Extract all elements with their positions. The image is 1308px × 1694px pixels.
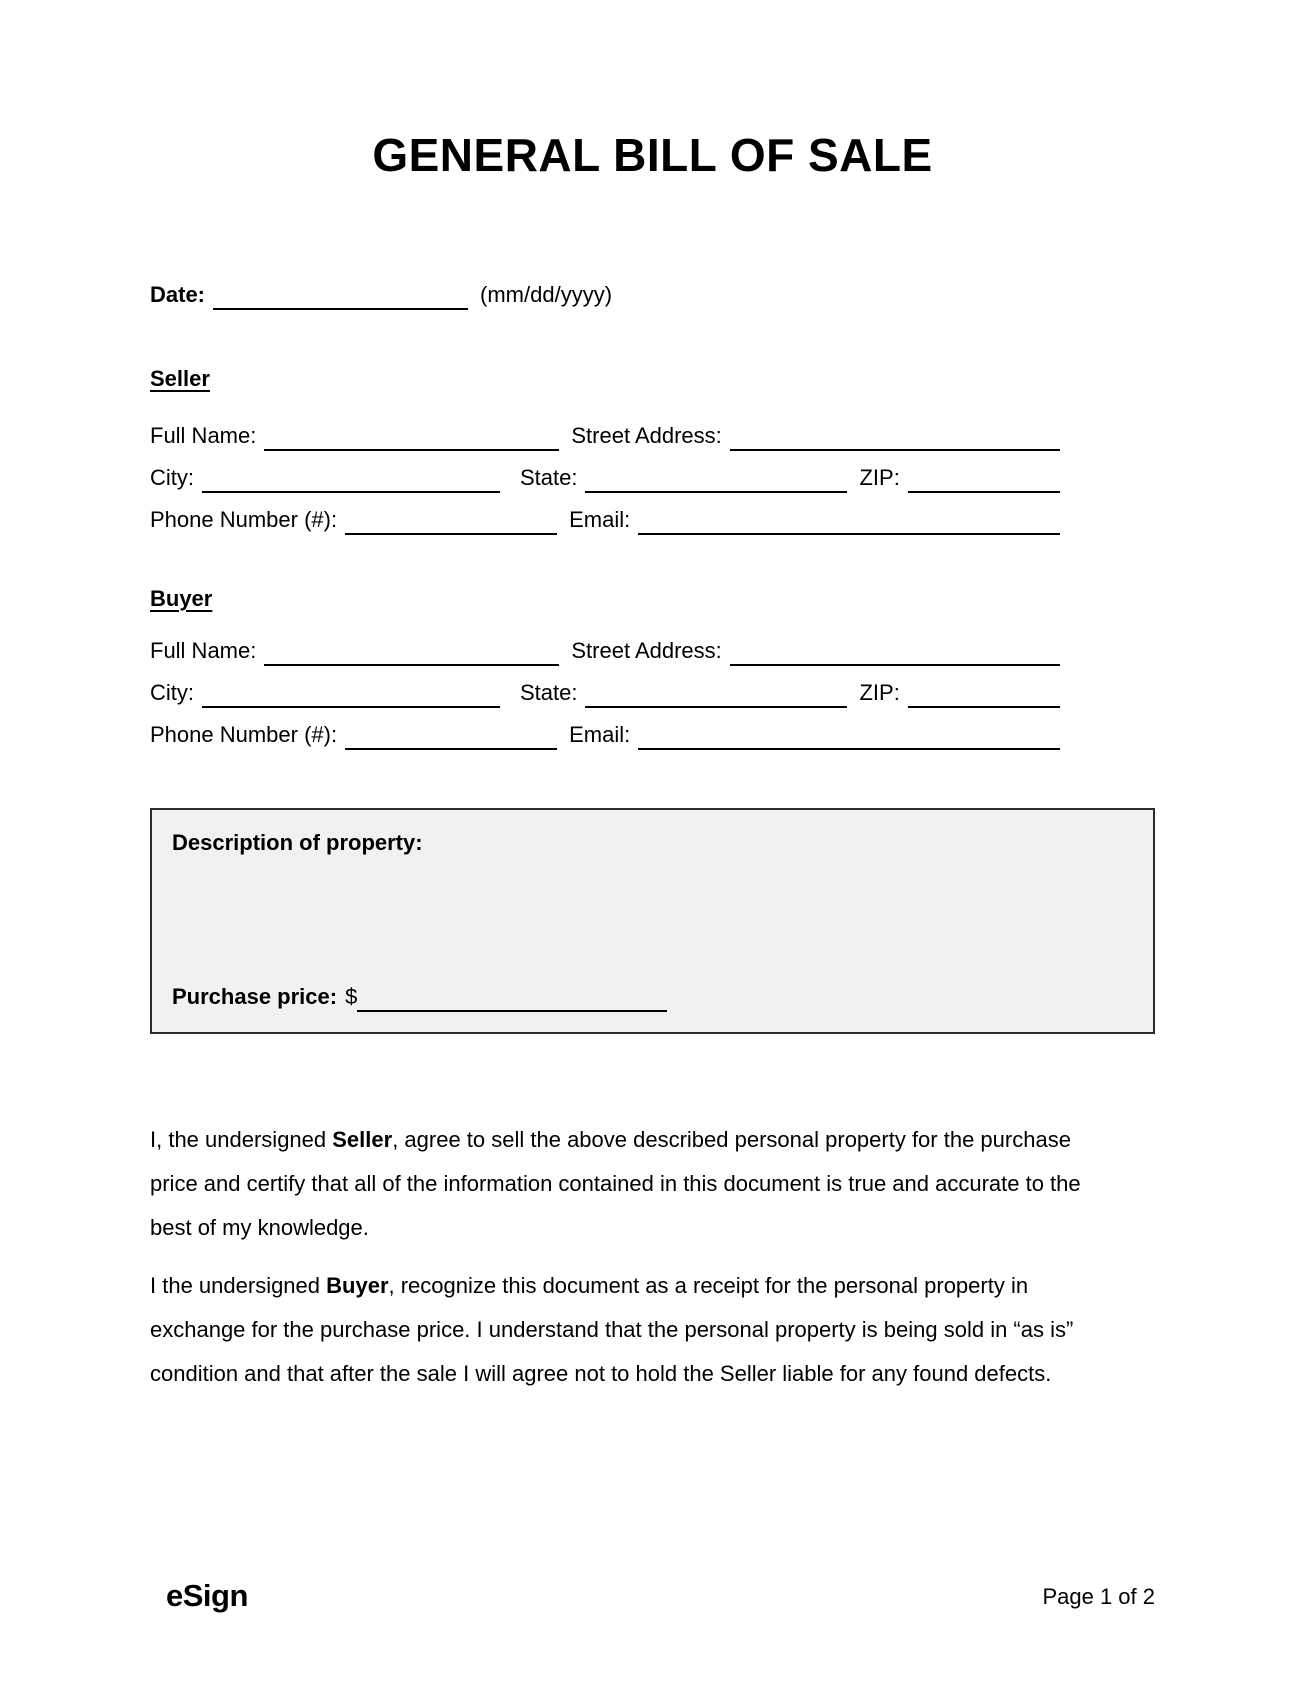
page-number-indicator: Page 1 of 2 bbox=[1042, 1584, 1155, 1609]
seller-clause-bold-word: Seller bbox=[332, 1127, 393, 1152]
seller-full-name-line bbox=[264, 423, 559, 451]
buyer-street-address-label: Street Address: bbox=[571, 638, 722, 663]
seller-phone-email-row bbox=[150, 507, 1060, 535]
property-description-box bbox=[150, 808, 1155, 1034]
seller-email-label: Email: bbox=[569, 507, 631, 532]
seller-email-line bbox=[638, 507, 1060, 535]
buyer-zip-label: ZIP: bbox=[859, 680, 900, 705]
seller-section-heading: Seller bbox=[150, 366, 210, 391]
buyer-clause-bold-word: Buyer bbox=[326, 1273, 389, 1298]
date-label: Date: bbox=[150, 282, 206, 307]
seller-city-label: City: bbox=[150, 465, 194, 490]
seller-street-address-label: Street Address: bbox=[571, 423, 722, 448]
purchase-price-row bbox=[172, 984, 667, 1012]
buyer-name-address-row bbox=[150, 638, 1060, 666]
page-title: GENERAL BILL OF SALE bbox=[372, 129, 933, 181]
property-description-label: Description of property: bbox=[172, 830, 423, 855]
seller-phone-line bbox=[345, 507, 557, 535]
buyer-state-label: State: bbox=[520, 680, 578, 705]
seller-state-label: State: bbox=[520, 465, 578, 490]
currency-symbol: $ bbox=[345, 984, 358, 1009]
seller-phone-label: Phone Number (#): bbox=[150, 507, 338, 532]
buyer-full-name-line bbox=[264, 638, 559, 666]
buyer-clause-paragraph bbox=[150, 1264, 1090, 1396]
seller-clause-pre: I, the undersigned bbox=[150, 1127, 333, 1152]
buyer-full-name-label: Full Name: bbox=[150, 638, 257, 663]
date-fill-line bbox=[213, 282, 468, 310]
seller-name-address-row bbox=[150, 423, 1060, 451]
buyer-street-address-line bbox=[730, 638, 1060, 666]
buyer-city-line bbox=[202, 680, 500, 708]
seller-full-name-label: Full Name: bbox=[150, 423, 257, 448]
seller-city-state-zip-row bbox=[150, 465, 1060, 493]
seller-clause-post: , agree to sell the above described personal property for the purchase price and certify that all of the information contained in this document is true and accurate to the best of my knowledge. bbox=[150, 1127, 1081, 1240]
date-format-hint: (mm/dd/yyyy) bbox=[480, 282, 613, 307]
buyer-clause-pre: I the undersigned bbox=[150, 1273, 327, 1298]
buyer-phone-line bbox=[345, 722, 557, 750]
seller-city-line bbox=[202, 465, 500, 493]
seller-zip-line bbox=[908, 465, 1060, 493]
buyer-section-heading: Buyer bbox=[150, 586, 213, 611]
date-row bbox=[150, 282, 1060, 310]
buyer-state-line bbox=[585, 680, 847, 708]
buyer-email-line bbox=[638, 722, 1060, 750]
buyer-city-label: City: bbox=[150, 680, 194, 705]
seller-street-address-line bbox=[730, 423, 1060, 451]
purchase-price-label: Purchase price: bbox=[172, 984, 338, 1009]
buyer-phone-label: Phone Number (#): bbox=[150, 722, 338, 747]
seller-state-line bbox=[585, 465, 847, 493]
buyer-phone-email-row bbox=[150, 722, 1060, 750]
buyer-clause-post: , recognize this document as a receipt for the personal property in exchange for the purchase price. I understand that the personal property is being sold in “as is” condition and that after the sale I will agree not to hold the Seller liable for any found defects. bbox=[150, 1273, 1074, 1386]
seller-clause-paragraph bbox=[150, 1118, 1090, 1250]
buyer-email-label: Email: bbox=[569, 722, 631, 747]
seller-zip-label: ZIP: bbox=[859, 465, 900, 490]
buyer-zip-line bbox=[908, 680, 1060, 708]
buyer-city-state-zip-row bbox=[150, 680, 1060, 708]
purchase-price-line bbox=[357, 984, 667, 1012]
esign-logo: eSign bbox=[166, 1578, 248, 1613]
